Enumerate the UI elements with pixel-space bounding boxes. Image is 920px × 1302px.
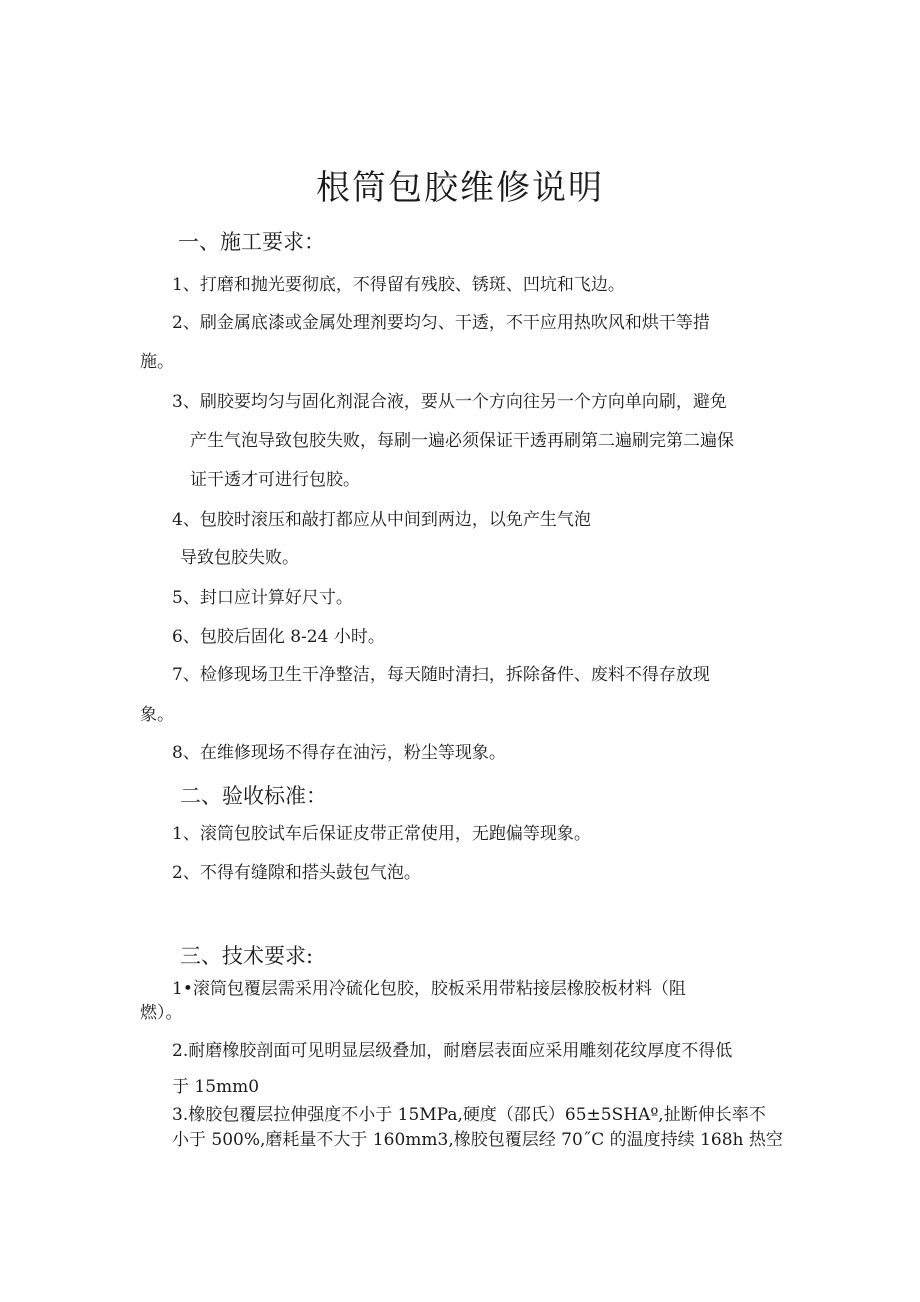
- paragraph-line: 1•滚筒包覆层需采用冷硫化包胶，胶板采用带粘接层橡胶板材料（阻: [172, 979, 686, 999]
- paragraph-line: 证干透才可进行包胶。: [190, 470, 360, 490]
- paragraph-line: 3.橡胶包覆层拉伸强度不小于 15MPa,硬度（邵氏）65±5SHAº,扯断伸长率不: [172, 1105, 766, 1125]
- paragraph-line: 5、封口应计算好尺寸。: [172, 588, 353, 608]
- paragraph-line: 4、包胶时滚压和敲打都应从中间到两边，以免产生气泡: [172, 510, 591, 530]
- paragraph-line: 2、刷金属底漆或金属处理剂要均匀、干透，不干应用热吹风和烘干等措: [172, 313, 710, 333]
- paragraph-line: 7、检修现场卫生干净整洁，每天随时清扫，拆除备件、废料不得存放现: [172, 665, 710, 685]
- section-heading-technical: 三、技术要求:: [180, 944, 314, 968]
- paragraph-line: 1、打磨和抛光要彻底，不得留有残胶、锈斑、凹坑和飞边。: [172, 275, 625, 295]
- paragraph-line: 导致包胶失败。: [180, 548, 299, 568]
- paragraph-line: 小于 500%,磨耗量不大于 160mm3,橡胶包覆层经 70˝C 的温度持续 168h 热空: [172, 1130, 783, 1150]
- section-heading-acceptance: 二、验收标准：: [180, 784, 327, 808]
- document-title: 根筒包胶维修说明: [316, 168, 604, 208]
- paragraph-line: 于 15mm0: [172, 1077, 260, 1097]
- paragraph-line: 6、包胶后固化 8-24 小时。: [172, 627, 385, 647]
- paragraph-line: 3、刷胶要均匀与固化剂混合液，要从一个方向往另一个方向单向刷，避免: [172, 392, 727, 412]
- paragraph-line: 施。: [140, 352, 174, 372]
- paragraph-line: 2、不得有缝隙和搭头鼓包气泡。: [172, 863, 421, 883]
- paragraph-line: 产生气泡导致包胶失败，每刷一遍必须保证干透再刷第二遍刷完第二遍保: [190, 431, 734, 451]
- paragraph-line: 象。: [140, 705, 174, 725]
- paragraph-line: 2.耐磨橡胶剖面可见明显层级叠加，耐磨层表面应采用雕刻花纹厚度不得低: [172, 1041, 733, 1061]
- paragraph-line: 燃）。: [140, 1003, 183, 1023]
- paragraph-line: 8、在维修现场不得存在油污，粉尘等现象。: [172, 743, 506, 763]
- paragraph-line: 1、滚筒包胶试车后保证皮带正常使用，无跑偏等现象。: [172, 824, 591, 844]
- section-heading-construction: 一、施工要求：: [178, 230, 325, 254]
